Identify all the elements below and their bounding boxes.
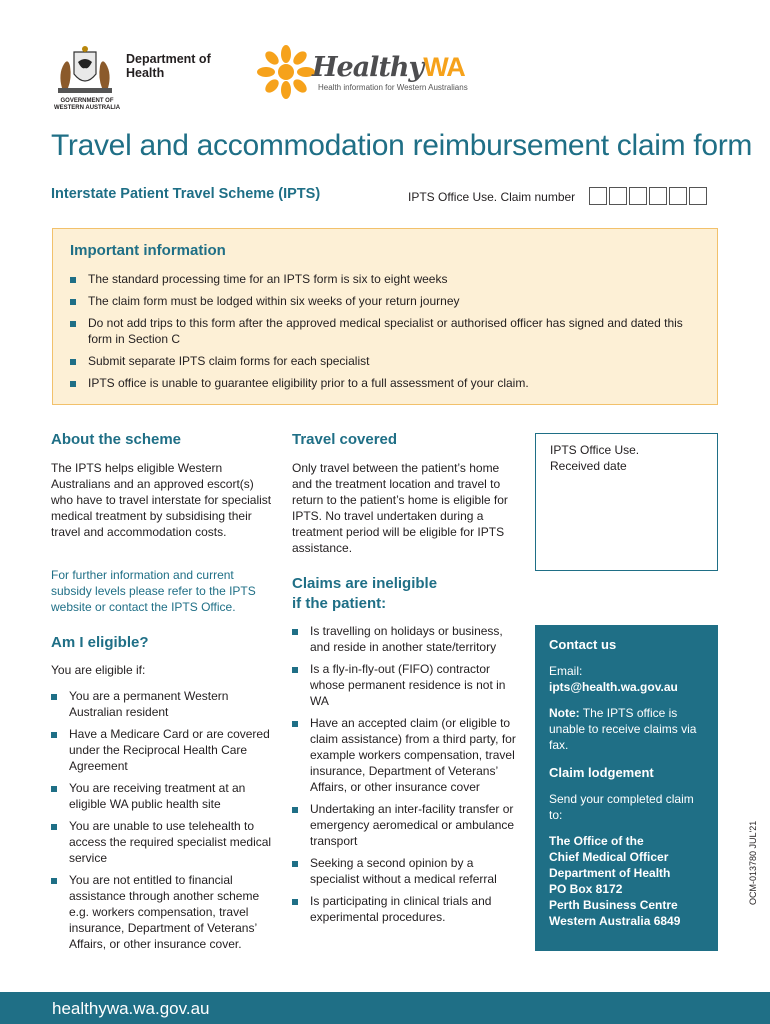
ineligible-heading-line-1: Claims are ineligible xyxy=(292,575,438,592)
list-item: Submit separate IPTS claim forms for each specialist xyxy=(70,353,702,369)
travel-body: Only travel between the patient’s home and the treatment location and travel to return to the patient’s home is eligible for IPTS. No travel undertaken during a treatment period will be eligible for IPTS assistance. xyxy=(292,461,508,555)
list-item: The claim form must be lodged within six weeks of your return journey xyxy=(70,293,702,309)
dept-line-1: Department of xyxy=(126,52,211,66)
list-item: You are not entitled to financial assistance through another scheme e.g. workers compensation, travel insurance, Department of Veterans’ Affairs, or other insurance cover. xyxy=(51,872,276,952)
note-text: The IPTS office is unable to receive claims via fax. xyxy=(549,706,697,752)
claim-number-boxes xyxy=(589,187,707,205)
address-line: Chief Medical Officer xyxy=(549,850,669,864)
list-item: IPTS office is unable to guarantee eligibility prior to a full assessment of your claim. xyxy=(70,375,702,391)
list-item: You are a permanent Western Australian resident xyxy=(51,688,276,720)
dept-line-2: Health xyxy=(126,66,165,80)
ineligible-list xyxy=(292,623,518,931)
address-line: Department of Health xyxy=(549,866,671,880)
eligible-intro: You are eligible if: xyxy=(51,663,146,677)
lodgement-body: Send your completed claim to: xyxy=(549,792,694,822)
list-item: Is a fly-in-fly-out (FIFO) contractor whose permanent residence is not in WA xyxy=(292,661,518,709)
email-link[interactable]: ipts@health.wa.gov.au xyxy=(549,680,678,694)
ineligible-heading xyxy=(292,574,437,614)
travel-heading: Travel covered xyxy=(292,431,398,448)
about-more-info: For further information and current subsidy levels please refer to the IPTS website or contact the IPTS Office. xyxy=(51,568,256,614)
footer-website-link[interactable]: healthywa.wa.gov.au xyxy=(52,999,210,1018)
list-item: Do not add trips to this form after the approved medical specialist or authorised officer has signed and dated this form in Section C xyxy=(70,315,702,347)
ineligible-heading-line-2: if the patient: xyxy=(292,595,387,612)
address-line: PO Box 8172 xyxy=(549,882,623,896)
brand-wa: WA xyxy=(423,52,465,82)
list-item: Undertaking an inter-facility transfer or emergency aeromedical or ambulance transport xyxy=(292,801,518,849)
about-heading: About the scheme xyxy=(51,431,182,448)
note-label: Note: xyxy=(549,706,580,720)
claim-number-box[interactable] xyxy=(649,187,667,205)
list-item: You are receiving treatment at an eligible WA public health site xyxy=(51,780,276,812)
gov-line-2: WESTERN AUSTRALIA xyxy=(53,105,121,111)
address-line: Western Australia 6849 xyxy=(549,914,681,928)
brand-healthy: Healthy xyxy=(312,52,424,83)
address-line: Perth Business Centre xyxy=(549,898,678,912)
email-label: Email: xyxy=(549,664,583,678)
claim-number-box[interactable] xyxy=(589,187,607,205)
contact-title: Contact us xyxy=(549,637,617,652)
gov-line-1: GOVERNMENT OF xyxy=(60,98,114,104)
claim-number-label: IPTS Office Use. Claim number xyxy=(408,190,576,204)
claim-number-box[interactable] xyxy=(629,187,647,205)
lodgement-title: Claim lodgement xyxy=(549,765,654,780)
list-item: Seeking a second opinion by a specialist without a medical referral xyxy=(292,855,518,887)
eligible-heading: Am I eligible? xyxy=(51,634,149,651)
list-item: You are unable to use telehealth to access the required specialist medical service xyxy=(51,818,276,866)
form-subtitle: Interstate Patient Travel Scheme (IPTS) xyxy=(51,186,321,202)
list-item: The standard processing time for an IPTS form is six to eight weeks xyxy=(70,271,702,287)
document-code: OCM-013780 JUL'21 xyxy=(748,820,758,905)
fax-note xyxy=(549,705,704,753)
eligible-list xyxy=(51,688,276,958)
about-body: The IPTS helps eligible Western Australians and an approved escort(s) who have to travel interstate for specialist medical treatment by subsidising their travel and accommodation costs. xyxy=(51,461,272,539)
department-of-health-name xyxy=(126,52,211,80)
claim-number-box[interactable] xyxy=(609,187,627,205)
office-use-received-date-box[interactable] xyxy=(535,433,718,571)
healthywa-sun-logo-icon xyxy=(256,44,316,100)
list-item: Have a Medicare Card or are covered under the Reciprocal Health Care Agreement xyxy=(51,726,276,774)
contact-panel xyxy=(535,625,718,951)
healthywa-brand xyxy=(312,52,465,83)
postal-address xyxy=(549,833,704,929)
claim-number-box[interactable] xyxy=(669,187,687,205)
office-use-line-2: Received date xyxy=(550,459,627,473)
office-use-line-1: IPTS Office Use. xyxy=(550,443,640,457)
important-info-title: Important information xyxy=(70,242,226,259)
page-title: Travel and accommodation reimbursement claim form xyxy=(51,129,753,162)
brand-tagline: Health information for Western Australians xyxy=(318,83,468,92)
address-line: The Office of the xyxy=(549,834,644,848)
government-label xyxy=(52,98,122,112)
wa-crest-logo-icon xyxy=(52,44,118,98)
list-item: Is participating in clinical trials and experimental procedures. xyxy=(292,893,518,925)
important-info-list xyxy=(70,271,702,397)
list-item: Is travelling on holidays or business, and reside in another state/territory xyxy=(292,623,518,655)
list-item: Have an accepted claim (or eligible to claim assistance) from a third party, for example workers compensation, travel insurance, Department of Veterans’ Affairs, or other insurance cover xyxy=(292,715,518,795)
claim-number-box[interactable] xyxy=(689,187,707,205)
